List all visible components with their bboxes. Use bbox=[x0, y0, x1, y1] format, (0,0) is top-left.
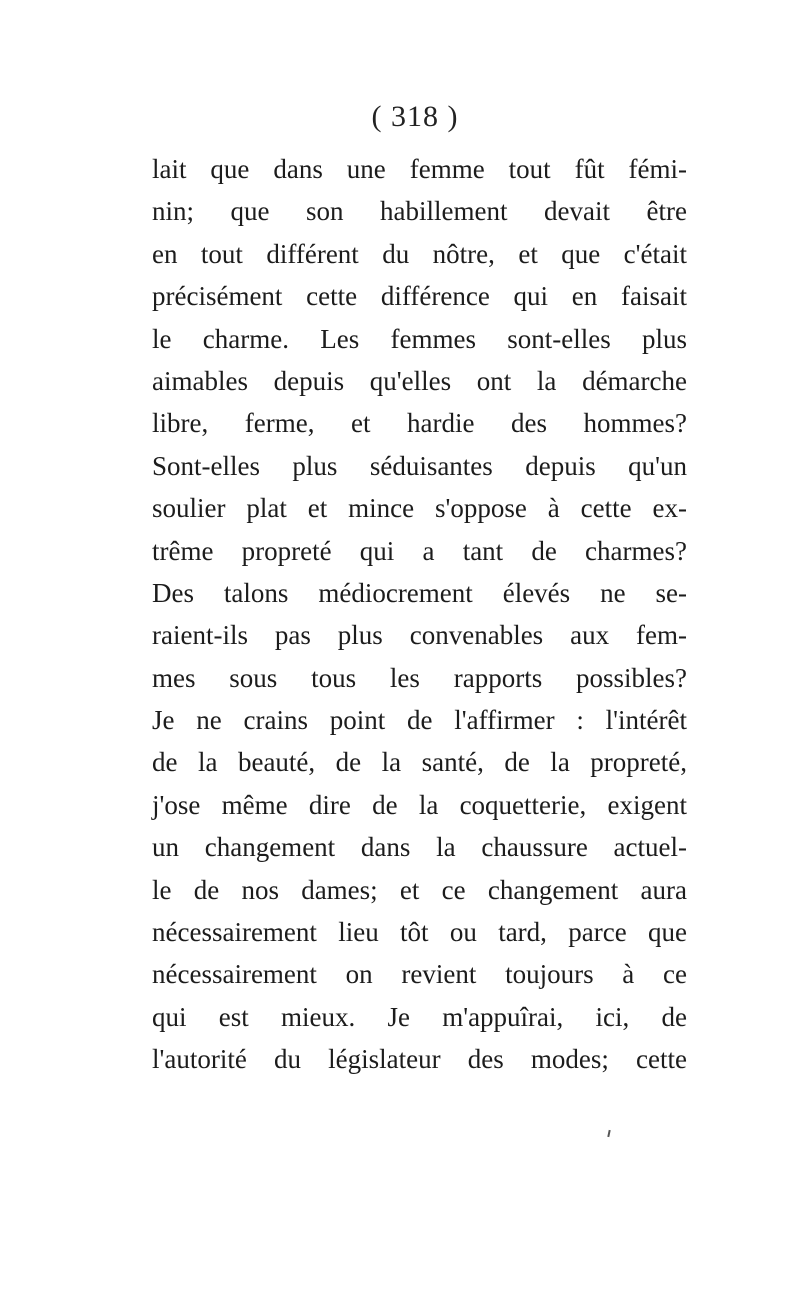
text-line: un changement dans la chaussure actuel- bbox=[152, 832, 687, 863]
text-line: Je ne crains point de l'affirmer : l'intérêt bbox=[152, 705, 687, 736]
text-line: j'ose même dire de la coquetterie, exigent bbox=[152, 789, 687, 820]
text-line: de la beauté, de la santé, de la propreté, bbox=[152, 747, 687, 778]
text-line: nécessairement lieu tôt ou tard, parce que bbox=[152, 917, 687, 948]
text-line: nécessairement on revient toujours à ce bbox=[152, 959, 687, 990]
text-line: l'autorité du législateur des modes; cette bbox=[152, 1044, 687, 1075]
ink-speck bbox=[607, 1130, 610, 1137]
text-line: Sont-elles plus séduisantes depuis qu'un bbox=[152, 450, 687, 481]
text-line: précisément cette différence qui en faisait bbox=[152, 281, 687, 312]
text-line: le de nos dames; et ce changement aura bbox=[152, 874, 687, 905]
text-line: le charme. Les femmes sont-elles plus bbox=[152, 323, 687, 354]
text-line: trême propreté qui a tant de charmes? bbox=[152, 535, 687, 566]
text-line: Des talons médiocrement élevés ne se- bbox=[152, 577, 687, 608]
text-line: qui est mieux. Je m'appuîrai, ici, de bbox=[152, 1001, 687, 1032]
text-line: raient-ils pas plus convenables aux fem- bbox=[152, 620, 687, 651]
text-line: en tout différent du nôtre, et que c'était bbox=[152, 238, 687, 269]
text-line: aimables depuis qu'elles ont la démarche bbox=[152, 365, 687, 396]
page-number: ( 318 ) bbox=[371, 100, 459, 133]
text-line: libre, ferme, et hardie des hommes? bbox=[152, 408, 687, 439]
text-line: soulier plat et mince s'oppose à cette ex- bbox=[152, 493, 687, 524]
text-line: lait que dans une femme tout fût fémi- bbox=[152, 154, 687, 184]
body-text bbox=[152, 148, 687, 1081]
text-line: nin; que son habillement devait être bbox=[152, 196, 687, 227]
text-line: mes sous tous les rapports possibles? bbox=[152, 662, 687, 693]
